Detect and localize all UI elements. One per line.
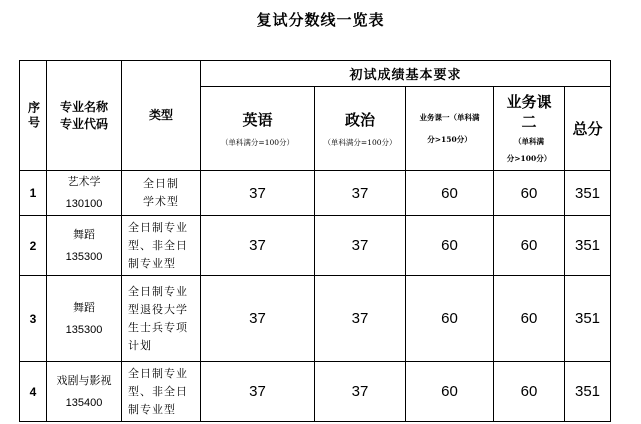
score-total: 351: [565, 362, 611, 422]
header-group: 初试成绩基本要求: [201, 61, 611, 87]
row-index: 1: [20, 171, 47, 216]
header-politics-label: 政治: [344, 111, 375, 129]
table-row: [20, 216, 611, 276]
row-major: [47, 362, 122, 422]
table-row: [20, 362, 611, 422]
type-line: 学术型: [143, 195, 179, 208]
major-name: 舞蹈: [73, 227, 95, 241]
type-line: 计划: [128, 338, 152, 352]
type-line: 型、非全日: [128, 384, 188, 398]
header-english: [201, 87, 315, 171]
header-course1-line2: 分>150分）: [427, 134, 472, 144]
score-course1: 60: [406, 171, 494, 216]
score-english: 37: [201, 276, 315, 362]
row-type: [122, 216, 201, 276]
row-index: 2: [20, 216, 47, 276]
score-course2: 60: [494, 216, 565, 276]
row-index: 4: [20, 362, 47, 422]
row-major: [47, 216, 122, 276]
type-line: 型、非全日: [128, 238, 188, 252]
score-total: 351: [565, 276, 611, 362]
score-total: 351: [565, 171, 611, 216]
score-english: 37: [201, 216, 315, 276]
row-index: 3: [20, 276, 47, 362]
header-course1: [406, 87, 494, 171]
header-course2-note2: 分>100分）: [506, 153, 552, 163]
header-total: 总分: [565, 87, 611, 171]
header-politics: [315, 87, 406, 171]
header-course2-note1: （单科满: [514, 136, 544, 146]
header-major-name: 专业名称: [59, 99, 108, 114]
score-english: 37: [201, 362, 315, 422]
score-course2: 60: [494, 276, 565, 362]
major-code: 130100: [65, 198, 103, 210]
header-type: 类型: [122, 61, 201, 171]
row-type: [122, 362, 201, 422]
header-course2: [494, 87, 565, 171]
type-line: 全日制专业: [128, 366, 188, 380]
row-major: [47, 171, 122, 216]
header-major: [47, 61, 122, 171]
table-row: [20, 171, 611, 216]
major-code: 135400: [65, 396, 103, 409]
type-line: 全日制: [143, 177, 179, 190]
type-line: 型退役大学: [128, 302, 188, 316]
header-english-note: （单科满分=100分）: [220, 138, 295, 147]
table-row: [20, 276, 611, 362]
score-english: 37: [201, 171, 315, 216]
major-name: 舞蹈: [73, 300, 95, 314]
type-line: 全日制专业: [128, 220, 188, 234]
header-course2-line1: 业务课: [506, 92, 552, 111]
score-course1: 60: [406, 216, 494, 276]
header-course1-line1: 业务课一（单科满: [419, 112, 480, 122]
page-title: 复试分数线一览表: [256, 11, 385, 29]
score-politics: 37: [315, 276, 406, 362]
score-course1: 60: [406, 276, 494, 362]
header-course2-line2: 二: [521, 112, 537, 131]
header-index: 序号: [20, 61, 47, 171]
major-code: 135300: [65, 250, 103, 263]
score-table: [19, 60, 611, 422]
score-course2: 60: [494, 362, 565, 422]
score-course1: 60: [406, 362, 494, 422]
type-line: 全日制专业: [128, 284, 188, 298]
major-name: 戏剧与影视: [56, 373, 112, 387]
header-major-code: 专业代码: [59, 116, 108, 131]
major-name: 艺术学: [67, 175, 101, 188]
type-line: 生士兵专项: [128, 320, 188, 334]
header-row-1: [20, 61, 611, 87]
score-politics: 37: [315, 362, 406, 422]
major-code: 135300: [65, 323, 103, 336]
type-line: 制专业型: [128, 402, 176, 416]
header-politics-note: （单科满分=100分）: [323, 138, 397, 147]
header-english-label: 英语: [242, 111, 273, 129]
score-course2: 60: [494, 171, 565, 216]
row-type: [122, 276, 201, 362]
row-major: [47, 276, 122, 362]
score-politics: 37: [315, 171, 406, 216]
score-politics: 37: [315, 216, 406, 276]
score-total: 351: [565, 216, 611, 276]
type-line: 制专业型: [128, 256, 176, 270]
row-type: [122, 171, 201, 216]
